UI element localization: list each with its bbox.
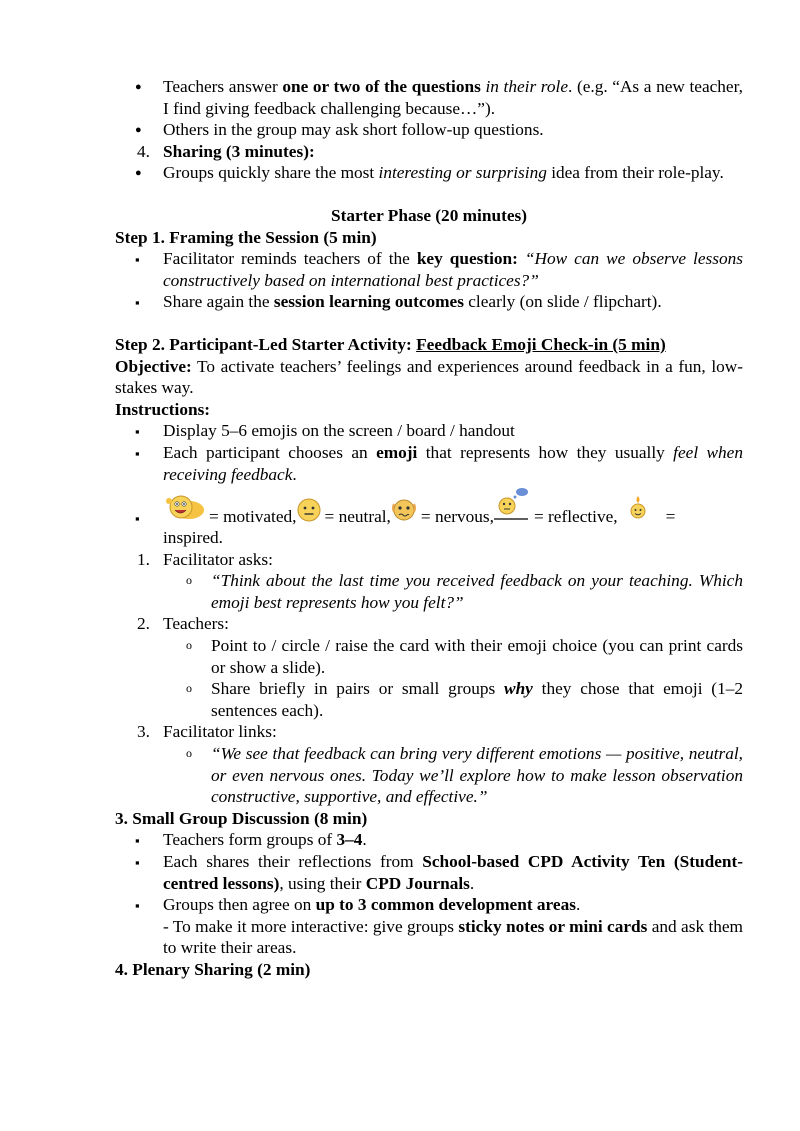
circle-bullet-icon: o bbox=[186, 746, 192, 761]
list-item bbox=[115, 162, 743, 184]
bold-text: up to 3 common development areas bbox=[315, 895, 576, 915]
sub-list-item bbox=[115, 570, 743, 613]
item-number: 2. bbox=[137, 614, 150, 634]
list-item bbox=[115, 291, 743, 313]
bullet-icon bbox=[135, 442, 140, 465]
text: Point to / circle / raise the card with their emoji choice (you can print cards or show a slide). bbox=[211, 636, 743, 677]
step-heading-underlined: Feedback Emoji Check-in (5 min) bbox=[416, 334, 666, 354]
objective-text: To activate teachers’ feelings and experiences around feedback in a fun, low-stakes way. bbox=[115, 356, 743, 398]
step-heading: Step 1. Framing the Session (5 min) bbox=[115, 227, 377, 247]
bullet-icon bbox=[135, 851, 140, 874]
numbered-item bbox=[115, 141, 743, 163]
bullet-icon bbox=[135, 162, 142, 187]
text: that represents how they usually bbox=[417, 442, 674, 462]
text: Facilitator reminds teachers of the bbox=[163, 249, 417, 269]
text: - To make it more interactive: give groups bbox=[163, 916, 459, 936]
nervous-emoji-icon bbox=[391, 498, 417, 528]
emoji-label: = motivated, bbox=[209, 506, 297, 526]
numbered-item bbox=[115, 549, 743, 571]
text: idea from their role-play. bbox=[546, 163, 724, 183]
bold-text: key question: bbox=[416, 249, 518, 269]
text: , using their bbox=[279, 873, 366, 893]
emoji-label: = reflective, bbox=[533, 506, 618, 526]
text: Display 5–6 emojis on the screen / board / handout bbox=[163, 421, 515, 441]
text: Each participant chooses an bbox=[163, 442, 377, 462]
step-heading: 3. Small Group Discussion (8 min) bbox=[115, 808, 368, 828]
instructions-label: Instructions: bbox=[115, 399, 211, 419]
emoji-label: = nervous, bbox=[420, 506, 494, 526]
emoji-label: = neutral, bbox=[324, 506, 391, 526]
list-item bbox=[115, 442, 743, 485]
list-item bbox=[115, 119, 743, 141]
bold-text: School-based CPD Activity Ten (Student-centred lessons) bbox=[163, 852, 743, 893]
step-heading: 4. Plenary Sharing (2 min) bbox=[115, 959, 311, 979]
bullet-icon bbox=[135, 248, 140, 271]
bullet-icon bbox=[135, 507, 140, 530]
bullet-icon bbox=[135, 829, 140, 852]
document-page bbox=[115, 76, 743, 981]
bold-text: 3–4 bbox=[336, 830, 363, 850]
sub-list-item bbox=[115, 743, 743, 808]
list-item bbox=[115, 894, 743, 959]
text: . (e.g. “As a new teacher, I find giving feedback challenging because…”). bbox=[163, 77, 743, 118]
item-number: 3. bbox=[137, 722, 150, 742]
inspired-emoji-icon bbox=[628, 494, 648, 528]
text: Groups quickly share the most bbox=[163, 163, 379, 183]
text: clearly (on slide / flipchart). bbox=[463, 292, 662, 312]
italic-text: feel when receiving feedback bbox=[163, 442, 743, 484]
neutral-emoji-icon bbox=[297, 498, 321, 528]
text: . bbox=[469, 873, 475, 893]
quote-text: “How can we observe lessons constructively based on international best practices?” bbox=[163, 249, 743, 290]
bold-text: session learning outcomes bbox=[273, 292, 464, 312]
section-title: Starter Phase (20 minutes) bbox=[331, 205, 527, 225]
text: they chose that emoji (1–2 sentences each). bbox=[211, 679, 743, 720]
italic-text: in their role bbox=[485, 77, 568, 96]
text: and ask them to write their areas. bbox=[163, 916, 744, 958]
circle-bullet-icon: o bbox=[186, 573, 192, 588]
text: Facilitator links: bbox=[163, 722, 277, 742]
text: Share briefly in pairs or small groups bbox=[211, 679, 505, 699]
step-heading: Step 2. Participant-Led Starter Activity: bbox=[115, 334, 417, 354]
item-number: 1. bbox=[137, 549, 150, 569]
numbered-item bbox=[115, 613, 743, 635]
bullet-icon bbox=[135, 291, 140, 314]
quote-text: “Think about the last time you received feedback on your teaching. Which emoji best represents how you felt?” bbox=[211, 571, 743, 612]
bullet-icon bbox=[135, 894, 140, 917]
text: . bbox=[292, 464, 297, 484]
list-item bbox=[115, 420, 743, 442]
section-label: Sharing (3 minutes): bbox=[163, 141, 315, 161]
emoji-tail-text: inspired. bbox=[163, 528, 223, 548]
quote-text: “We see that feedback can bring very different emotions — positive, neutral, or even nervous ones. Today we’ll explore how to make lesson observation constructive, supportive, and effective.” bbox=[211, 744, 743, 807]
text: Teachers form groups of bbox=[163, 830, 337, 850]
bullet-icon bbox=[135, 420, 140, 443]
reflective-emoji-icon bbox=[494, 486, 530, 528]
objective-label: Objective: bbox=[115, 356, 192, 376]
list-item bbox=[115, 829, 743, 851]
bullet-icon bbox=[135, 76, 142, 101]
text: Others in the group may ask short follow-up questions. bbox=[163, 120, 544, 140]
motivated-emoji-icon bbox=[163, 492, 205, 528]
emoji-label: = bbox=[665, 506, 676, 526]
emoji-list-item bbox=[115, 485, 743, 549]
bold-italic-text: why bbox=[504, 679, 533, 699]
circle-bullet-icon: o bbox=[186, 681, 192, 696]
text: Share again the bbox=[163, 292, 274, 312]
list-item bbox=[115, 851, 743, 894]
emoji-row bbox=[163, 485, 743, 527]
list-item bbox=[115, 248, 743, 291]
bold-text: CPD Journals bbox=[365, 873, 470, 893]
list-item bbox=[115, 76, 743, 119]
item-number: 4. bbox=[137, 141, 150, 161]
sub-list-item bbox=[115, 635, 743, 678]
numbered-item bbox=[115, 721, 743, 743]
bold-text: sticky notes or mini cards bbox=[458, 916, 648, 936]
text: Facilitator asks: bbox=[163, 549, 273, 569]
bold-text: one or two of the questions bbox=[282, 77, 481, 96]
text: Teachers: bbox=[163, 614, 229, 634]
italic-text: interesting or surprising bbox=[378, 163, 547, 183]
circle-bullet-icon: o bbox=[186, 638, 192, 653]
text: . bbox=[362, 830, 367, 850]
text: Teachers answer bbox=[163, 77, 283, 96]
sub-list-item bbox=[115, 678, 743, 721]
text: Groups then agree on bbox=[163, 895, 316, 915]
text: . bbox=[575, 895, 581, 915]
bold-text: emoji bbox=[376, 442, 418, 462]
text: Each shares their reflections from bbox=[163, 852, 423, 871]
